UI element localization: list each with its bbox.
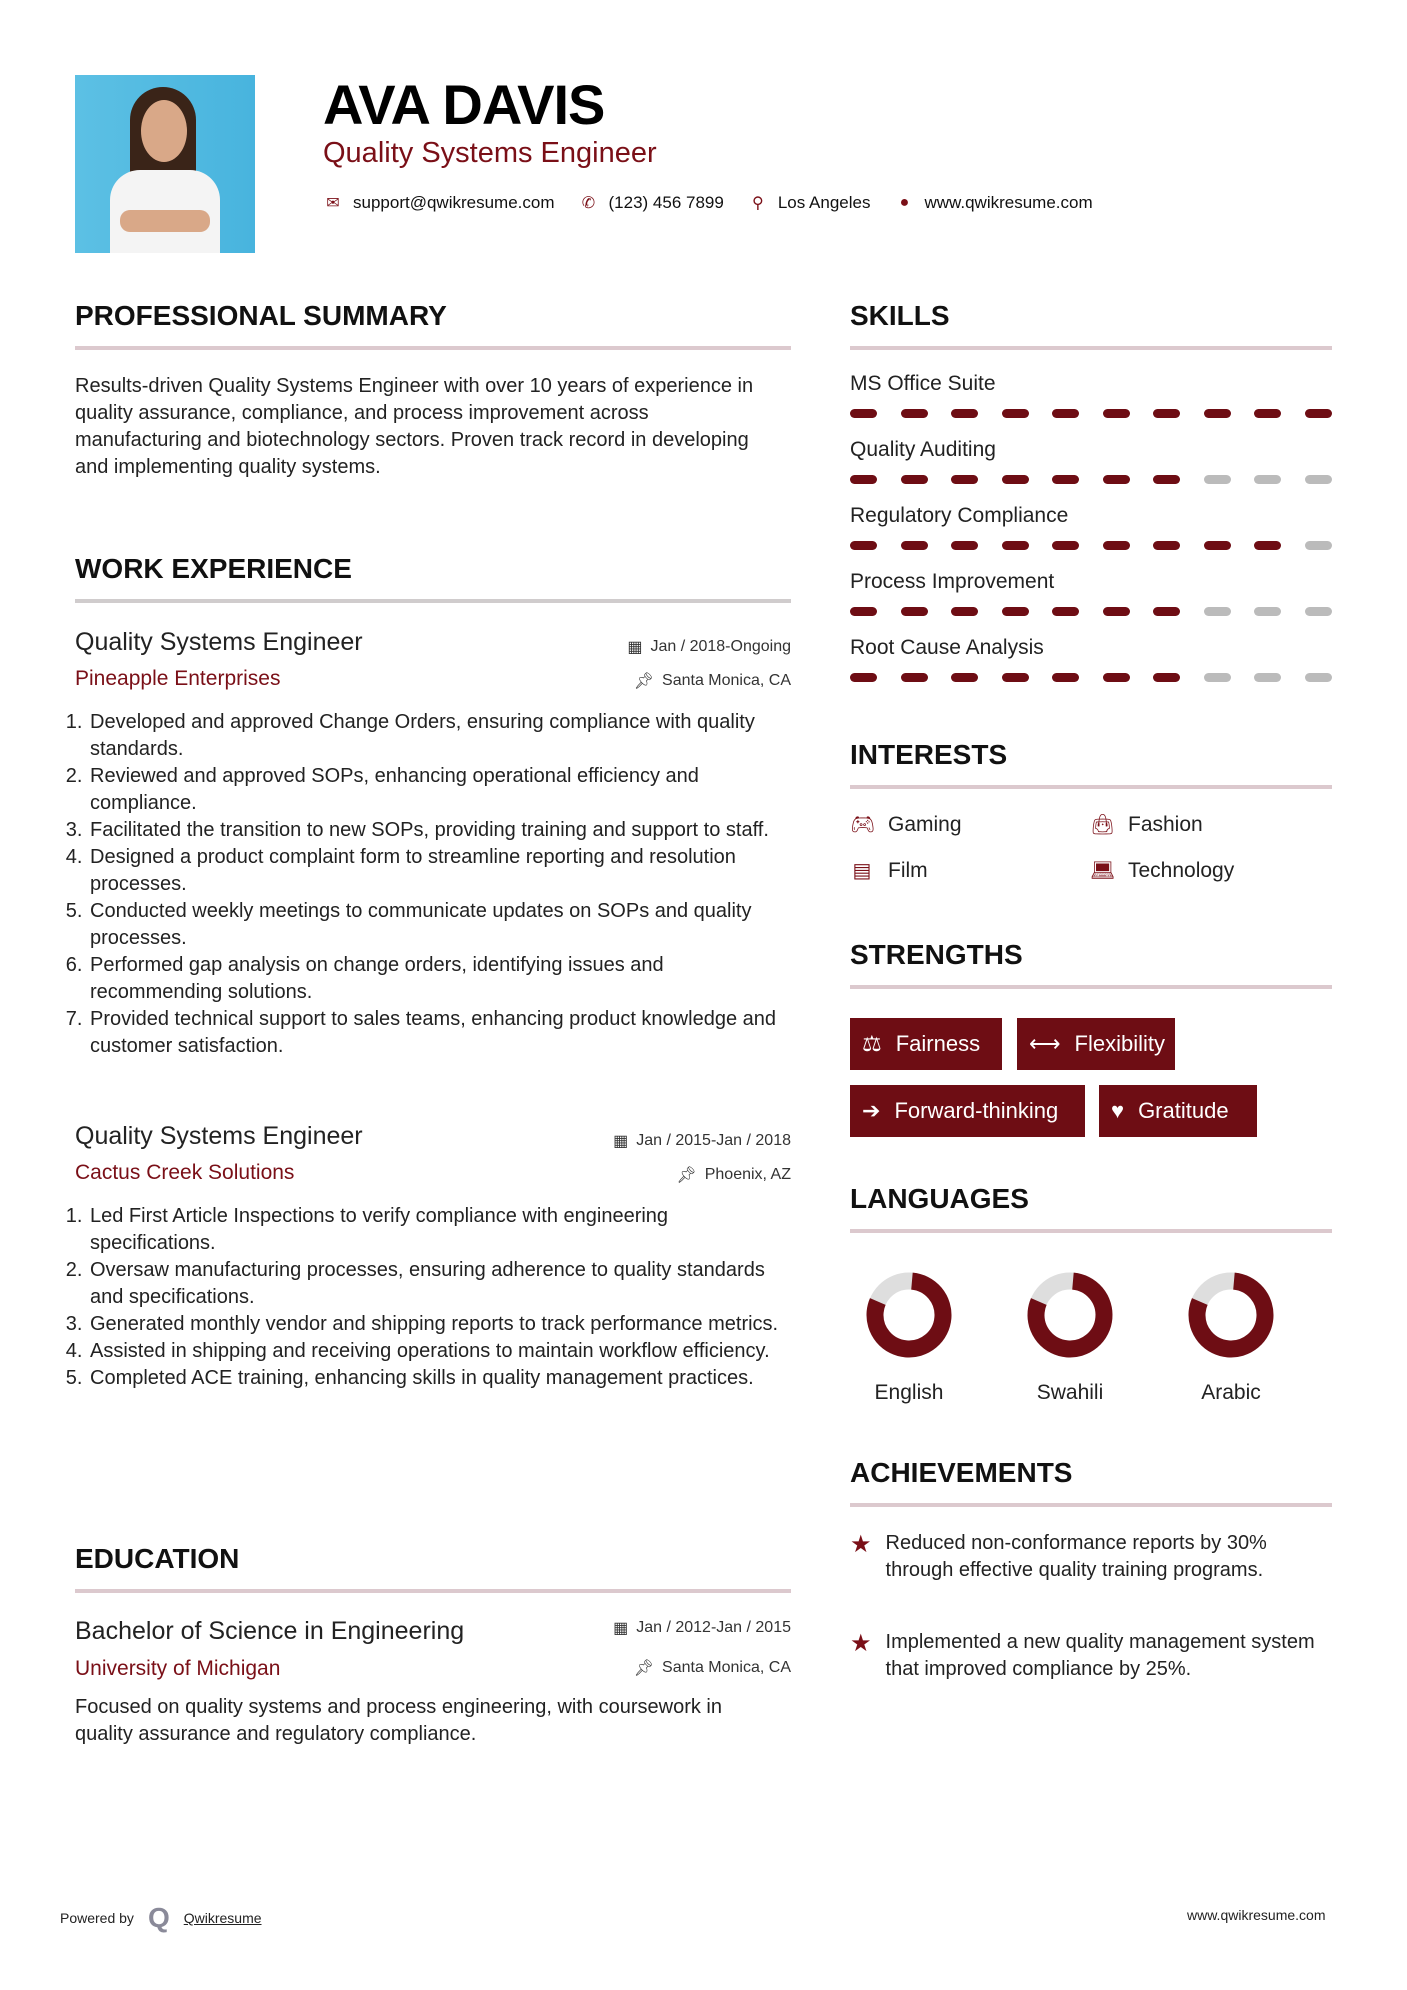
education-date: Jan / 2012-Jan / 2015 — [636, 1619, 791, 1636]
skill-level-dash — [951, 541, 978, 550]
strength-badge — [850, 1018, 1002, 1070]
strength-label: Gratitude — [1138, 1098, 1229, 1123]
skill-level-dash — [901, 673, 928, 682]
skill-level-dash — [1002, 475, 1029, 484]
list-item: 1. Developed and approved Change Orders, ensuring compliance with quality standards. — [88, 709, 790, 763]
job-bullets — [70, 1203, 790, 1392]
skill-level-dash — [1153, 541, 1180, 550]
summary-text: Results-driven Quality Systems Engineer with over 10 years of experience in quality assurance, compliance, and process improvement across manufacturing and biotechnology sectors. Proven track record in developing and implementing quality systems. — [75, 375, 754, 478]
brand-link[interactable]: Qwikresume — [183, 1910, 262, 1926]
divider — [75, 599, 791, 603]
skill-item — [850, 372, 1332, 418]
list-item: 4. Assisted in shipping and receiving operations to maintain workflow efficiency. — [88, 1338, 790, 1365]
interest-label: Gaming — [888, 812, 962, 836]
powered-by-text: Powered by — [60, 1910, 134, 1926]
skill-rating — [850, 673, 1332, 682]
interest-gaming — [850, 812, 962, 837]
pin-icon: 📌︎ — [633, 1660, 655, 1677]
star-icon: ★ — [850, 1630, 872, 1657]
skill-level-dash — [1204, 541, 1231, 550]
list-item: 5. Conducted weekly meetings to communicate updates on SOPs and quality processes. — [88, 898, 790, 952]
qwikresume-logo-icon: Q — [147, 1902, 170, 1933]
job-title: Quality Systems Engineer — [75, 1122, 363, 1150]
skill-level-dash — [1204, 475, 1231, 484]
company-name: Pineapple Enterprises — [75, 667, 281, 690]
list-item: 2. Oversaw manufacturing processes, ensuring adherence to quality standards and specifications. — [88, 1257, 790, 1311]
language-name: Arabic — [1201, 1381, 1261, 1404]
degree: Bachelor of Science in Engineering — [75, 1617, 465, 1645]
skill-level-dash — [850, 607, 877, 616]
strength-label: Fairness — [895, 1031, 981, 1056]
skill-level-dash — [1103, 409, 1130, 418]
interest-label: Technology — [1128, 858, 1235, 882]
language-item — [1010, 1270, 1130, 1405]
language-name: English — [874, 1381, 944, 1404]
divider — [850, 346, 1332, 350]
interest-label: Film — [888, 858, 928, 882]
phone-text: (123) 456 7899 — [608, 193, 724, 212]
skill-level-dash — [1254, 673, 1281, 682]
map-marker-icon: ⚲ — [751, 195, 764, 212]
skill-level-dash — [1002, 409, 1029, 418]
divider — [850, 1229, 1332, 1233]
skill-level-dash — [951, 607, 978, 616]
list-item: 6. Performed gap analysis on change orders, identifying issues and recommending solutions. — [88, 952, 790, 1006]
balance-scale-icon: ⚖ — [862, 1031, 882, 1056]
skills-heading: SKILLS — [850, 300, 950, 331]
skill-name: Quality Auditing — [850, 438, 996, 461]
skill-level-dash — [1254, 607, 1281, 616]
interest-fashion — [1090, 812, 1203, 837]
divider — [850, 785, 1332, 789]
shopping-bag-icon: 👜︎ — [1090, 814, 1116, 836]
skill-level-dash — [1204, 409, 1231, 418]
skill-name: MS Office Suite — [850, 372, 996, 395]
footer-site-link[interactable]: www.qwikresume.com — [1187, 1907, 1326, 1923]
list-item: 1. Led First Article Inspections to verify compliance with engineering specifications. — [88, 1203, 790, 1257]
skill-level-dash — [1254, 541, 1281, 550]
interest-technology — [1090, 858, 1234, 883]
skill-level-dash — [901, 475, 928, 484]
list-item: 3. Facilitated the transition to new SOPs, providing training and support to staff. — [88, 817, 790, 844]
laptop-icon: 💻︎ — [1090, 860, 1116, 882]
skill-level-dash — [1305, 673, 1332, 682]
interest-label: Fashion — [1128, 812, 1203, 836]
skill-level-dash — [901, 541, 928, 550]
skill-level-dash — [1103, 673, 1130, 682]
list-item: 5. Completed ACE training, enhancing skills in quality management practices. — [88, 1365, 790, 1392]
achievement-item — [850, 1530, 1340, 1584]
achievement-item — [850, 1629, 1340, 1683]
skill-level-dash — [1052, 475, 1079, 484]
skill-level-dash — [850, 541, 877, 550]
calendar-icon: ▦ — [613, 1620, 629, 1637]
skill-level-dash — [1103, 607, 1130, 616]
skill-level-dash — [1153, 673, 1180, 682]
skill-level-dash — [901, 607, 928, 616]
skill-rating — [850, 475, 1332, 484]
website-link[interactable]: www.qwikresume.com — [924, 193, 1093, 212]
job-location: Santa Monica, CA — [662, 672, 791, 689]
skill-level-dash — [1204, 673, 1231, 682]
list-item: 3. Generated monthly vendor and shipping reports to track performance metrics. — [88, 1311, 790, 1338]
skill-item — [850, 438, 1332, 484]
skill-level-dash — [850, 409, 877, 418]
education-text: Focused on quality systems and process engineering, with coursework in quality assurance and regulatory compliance. — [75, 1696, 722, 1745]
skill-name: Root Cause Analysis — [850, 636, 1044, 659]
education-location: Santa Monica, CA — [662, 1659, 791, 1676]
skill-rating — [850, 607, 1332, 616]
skill-level-dash — [1052, 607, 1079, 616]
skill-level-dash — [1305, 541, 1332, 550]
work-heading: WORK EXPERIENCE — [75, 553, 352, 584]
location-text: Los Angeles — [777, 193, 871, 212]
language-name: Swahili — [1036, 1381, 1104, 1404]
divider — [75, 346, 791, 350]
skill-level-dash — [1103, 541, 1130, 550]
skill-item — [850, 570, 1332, 616]
candidate-title: Quality Systems Engineer — [323, 137, 657, 169]
skill-level-dash — [1254, 475, 1281, 484]
phone-icon: ✆ — [581, 195, 596, 212]
skill-level-dash — [1103, 475, 1130, 484]
strength-badge — [1099, 1085, 1257, 1137]
education-heading: EDUCATION — [75, 1543, 240, 1574]
language-donut — [864, 1270, 954, 1360]
skill-level-dash — [901, 409, 928, 418]
achievement-text: Implemented a new quality management system that improved compliance by 25%. — [885, 1631, 1315, 1680]
skill-name: Regulatory Compliance — [850, 504, 1069, 527]
skill-level-dash — [1002, 607, 1029, 616]
skill-level-dash — [1153, 607, 1180, 616]
interest-film — [850, 858, 928, 883]
achievements-heading: ACHIEVEMENTS — [850, 1457, 1073, 1488]
languages-heading: LANGUAGES — [850, 1183, 1029, 1214]
list-item: 4. Designed a product complaint form to streamline reporting and resolution processes. — [88, 844, 790, 898]
arrow-right-icon: ➔ — [862, 1098, 881, 1123]
divider — [850, 985, 1332, 989]
gamepad-icon: 🎮︎ — [850, 814, 876, 836]
divider — [850, 1503, 1332, 1507]
film-icon: ▤ — [852, 860, 872, 882]
profile-photo — [75, 75, 255, 253]
skill-level-dash — [951, 475, 978, 484]
list-item: 7. Provided technical support to sales teams, enhancing product knowledge and customer satisfaction. — [88, 1006, 790, 1060]
divider — [75, 1589, 791, 1593]
job-bullets — [70, 709, 790, 1060]
pin-icon: 📌︎ — [676, 1167, 697, 1184]
skill-level-dash — [1052, 673, 1079, 682]
company-name: Cactus Creek Solutions — [75, 1161, 295, 1184]
skill-level-dash — [1002, 673, 1029, 682]
job-date: Jan / 2015-Jan / 2018 — [636, 1132, 791, 1149]
candidate-name: AVA DAVIS — [323, 73, 605, 136]
skill-level-dash — [1254, 409, 1281, 418]
skill-name: Process Improvement — [850, 570, 1055, 593]
strength-badge — [1017, 1018, 1175, 1070]
pin-icon: 📌︎ — [633, 673, 655, 690]
skill-level-dash — [1153, 409, 1180, 418]
contact-bar — [323, 193, 1093, 213]
skill-level-dash — [850, 673, 877, 682]
skill-rating — [850, 541, 1332, 550]
skill-level-dash — [1305, 475, 1332, 484]
calendar-icon: ▦ — [627, 639, 643, 656]
skill-level-dash — [1204, 607, 1231, 616]
list-item: 2. Reviewed and approved SOPs, enhancing operational efficiency and compliance. — [88, 763, 790, 817]
email-link[interactable]: support@qwikresume.com — [353, 193, 555, 212]
job-title: Quality Systems Engineer — [75, 628, 363, 656]
skill-level-dash — [1052, 541, 1079, 550]
heart-icon: ♥ — [1111, 1098, 1125, 1123]
footer-powered — [60, 1902, 262, 1934]
skill-level-dash — [1153, 475, 1180, 484]
language-donut — [1186, 1270, 1276, 1360]
job-location: Phoenix, AZ — [704, 1166, 791, 1183]
achievement-text: Reduced non-conformance reports by 30% through effective quality training programs. — [885, 1532, 1267, 1581]
star-icon: ★ — [850, 1531, 872, 1558]
envelope-icon: ✉ — [326, 195, 340, 212]
skill-level-dash — [1305, 607, 1332, 616]
strength-label: Flexibility — [1074, 1031, 1166, 1056]
skill-item — [850, 636, 1332, 682]
skill-item — [850, 504, 1332, 550]
skill-level-dash — [951, 673, 978, 682]
language-item — [1171, 1270, 1291, 1405]
language-donut — [1025, 1270, 1115, 1360]
job-date: Jan / 2018-Ongoing — [650, 638, 791, 655]
skill-rating — [850, 409, 1332, 418]
strengths-heading: STRENGTHS — [850, 939, 1023, 970]
calendar-icon: ▦ — [613, 1133, 629, 1150]
strength-badge — [850, 1085, 1085, 1137]
school: University of Michigan — [75, 1657, 281, 1680]
interests-heading: INTERESTS — [850, 739, 1008, 770]
skill-level-dash — [951, 409, 978, 418]
skill-level-dash — [1002, 541, 1029, 550]
globe-icon: ● — [899, 194, 910, 211]
language-item — [849, 1270, 969, 1405]
skill-level-dash — [1052, 409, 1079, 418]
skill-level-dash — [1305, 409, 1332, 418]
summary-heading: PROFESSIONAL SUMMARY — [75, 300, 447, 331]
strength-label: Forward-thinking — [894, 1098, 1059, 1123]
skill-level-dash — [850, 475, 877, 484]
arrows-h-icon: ⟷ — [1029, 1031, 1061, 1056]
